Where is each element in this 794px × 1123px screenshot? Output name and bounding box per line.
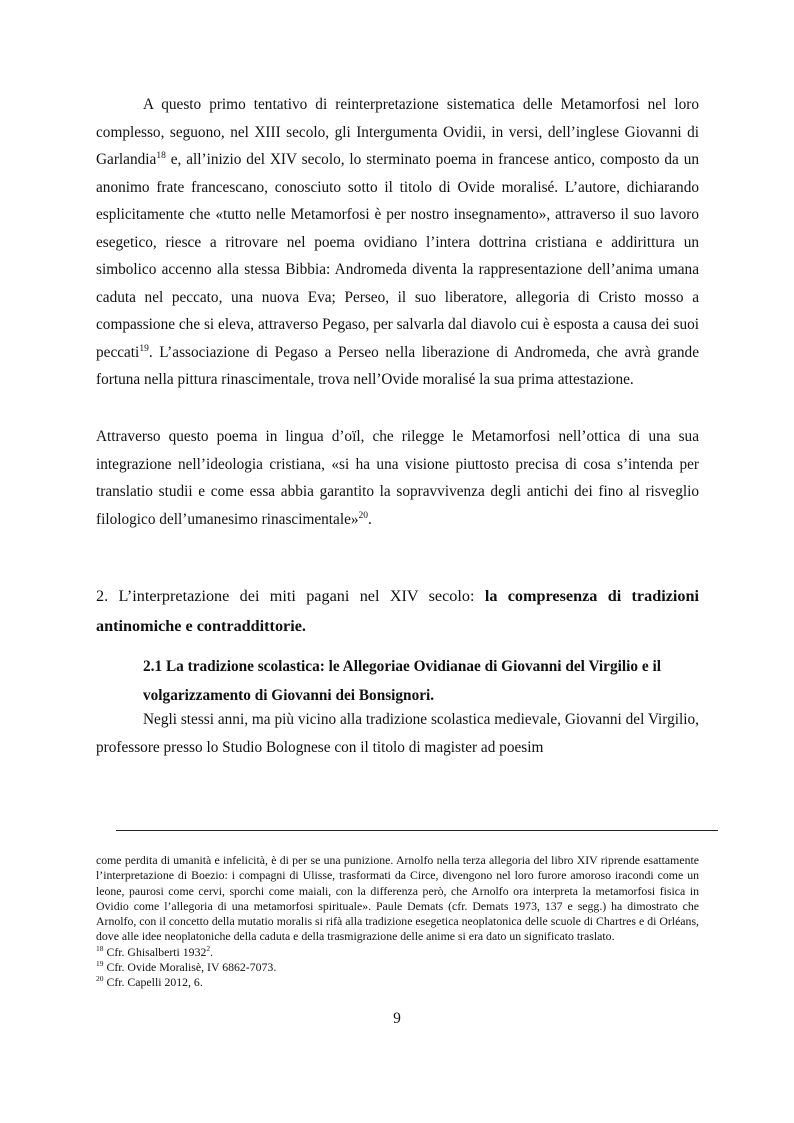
paragraph-1 (96, 91, 699, 394)
footnote-ref-18: 18 (156, 150, 166, 161)
footnote-ref-19: 19 (139, 343, 149, 354)
footnote-18-edition: 2 (206, 943, 211, 953)
section-heading-lead: 2. L’interpretazione dei miti pagani nel XIV secolo: (96, 587, 475, 605)
paragraph-1-text: A questo primo tentativo di reinterpretazione sistematica delle Metamorfosi nel loro complesso, seguono, nel XIII secolo, gli Intergumenta Ovidii, in versi, dell’inglese Giovanni di Garlandia (96, 96, 699, 168)
section-heading-rest: la compresenza di tradizioni antinomiche e contraddittorie. (96, 587, 699, 635)
footnote-continuation: come perdita di umanità e infelicità, è di per se una punizione. Arnolfo nella terza allegoria del libro XIV riprende esattamente l’interpretazione di Boezio: i compagni di Ulisse, trasformati da Circe, divengono nel loro furore amoroso iracondi come un leone, paurosi come cervi, sporchi come maiali, con la differenza però, che Arnolfo ora interpreta la metamorfosi fisica in Ovidio come l’allegoria di una metamorfosi spirituale». Paule Demats (cfr. Demats 1973, 137 e segg.) ha dimostrato che Arnolfo, con il concetto della mutatio moralis si rifà alla tradizione esegetica neoplatonica delle scuole di Chartres e di Orléans, dove alle idee neoplatoniche della caduta e della trasmigrazione delle anime si era dato un significato traslato. (96, 853, 699, 944)
footnote-19 (96, 960, 699, 975)
footnote-separator (116, 830, 718, 831)
paragraph-1-text-end: . L’associazione di Pegaso a Perseo nella liberazione di Andromeda, che avrà grande fortuna nella pittura rinascimentale, trova nell’Ovide moralisé la sua prima attestazione. (96, 343, 699, 388)
subsection-heading: 2.1 La tradizione scolastica: le Allegoriae Ovidianae di Giovanni del Virgilio e il volgarizzamento di Giovanni dei Bonsignori. (143, 658, 661, 704)
footnotes (96, 853, 699, 991)
footnote-19-text: Cfr. Ovide Moralisè, IV 6862-7073. (103, 960, 277, 975)
footnote-20 (96, 975, 699, 990)
footnote-18-number: 18 (96, 943, 104, 953)
paragraph-3 (96, 706, 699, 761)
paragraph-2-text: Attraverso questo poema in lingua d’oïl, che rilegge le Metamorfosi nell’ottica di una sua integrazione nell’ideologia cristiana, «si ha una visione piuttosto precisa di cosa s’intenda per translatio studii e come essa abbia garantito la sopravvivenza degli antichi dei fino al risveglio filologico dell’umanesimo rinascimentale» (96, 428, 699, 528)
paragraph-3-text: Negli stessi anni, ma più vicino alla tradizione scolastica medievale, Giovanni del Virgilio, professore presso lo Studio Bolognese con il titolo di magister ad poesim (96, 711, 699, 756)
footnote-18-text: Cfr. Ghisalberti 1932 (103, 944, 207, 959)
footnote-18 (96, 945, 699, 960)
paragraph-2-end: . (368, 510, 372, 528)
footnote-20-text: Cfr. Capelli 2012, 6. (103, 975, 203, 990)
footnote-ref-20: 20 (358, 510, 369, 521)
page-number: 9 (393, 1010, 401, 1027)
paragraph-2 (96, 423, 699, 533)
footnote-18-end: . (210, 944, 214, 959)
paragraph-1-text-cont: e, all’inizio del XIV secolo, lo sterminato poema in francese antico, composto da un anonimo frate francescano, conosciuto sotto il titolo di Ovide moralisé. L’autore, dichiarando esplicitamente che «tutto nelle Metamorfosi è per nostro insegnamento», attraverso il suo lavoro esegetico, riesce a ritrovare nel poema ovidiano l’intera dottrina cristiana e addirittura un simbolico accenno alla stessa Bibbia: Andromeda diventa la rappresentazione dell’anima umana caduta nel peccato, una nuova Eva; Perseo, il suo liberatore, allegoria di Cristo mosso a compassione che si eleva, attraverso Pegaso, per salvarla dal diavolo cui è esposta a causa dei suoi peccati (96, 151, 699, 361)
footnote-20-number: 20 (96, 974, 104, 984)
section-heading (96, 581, 699, 641)
footnote-19-number: 19 (96, 959, 104, 969)
